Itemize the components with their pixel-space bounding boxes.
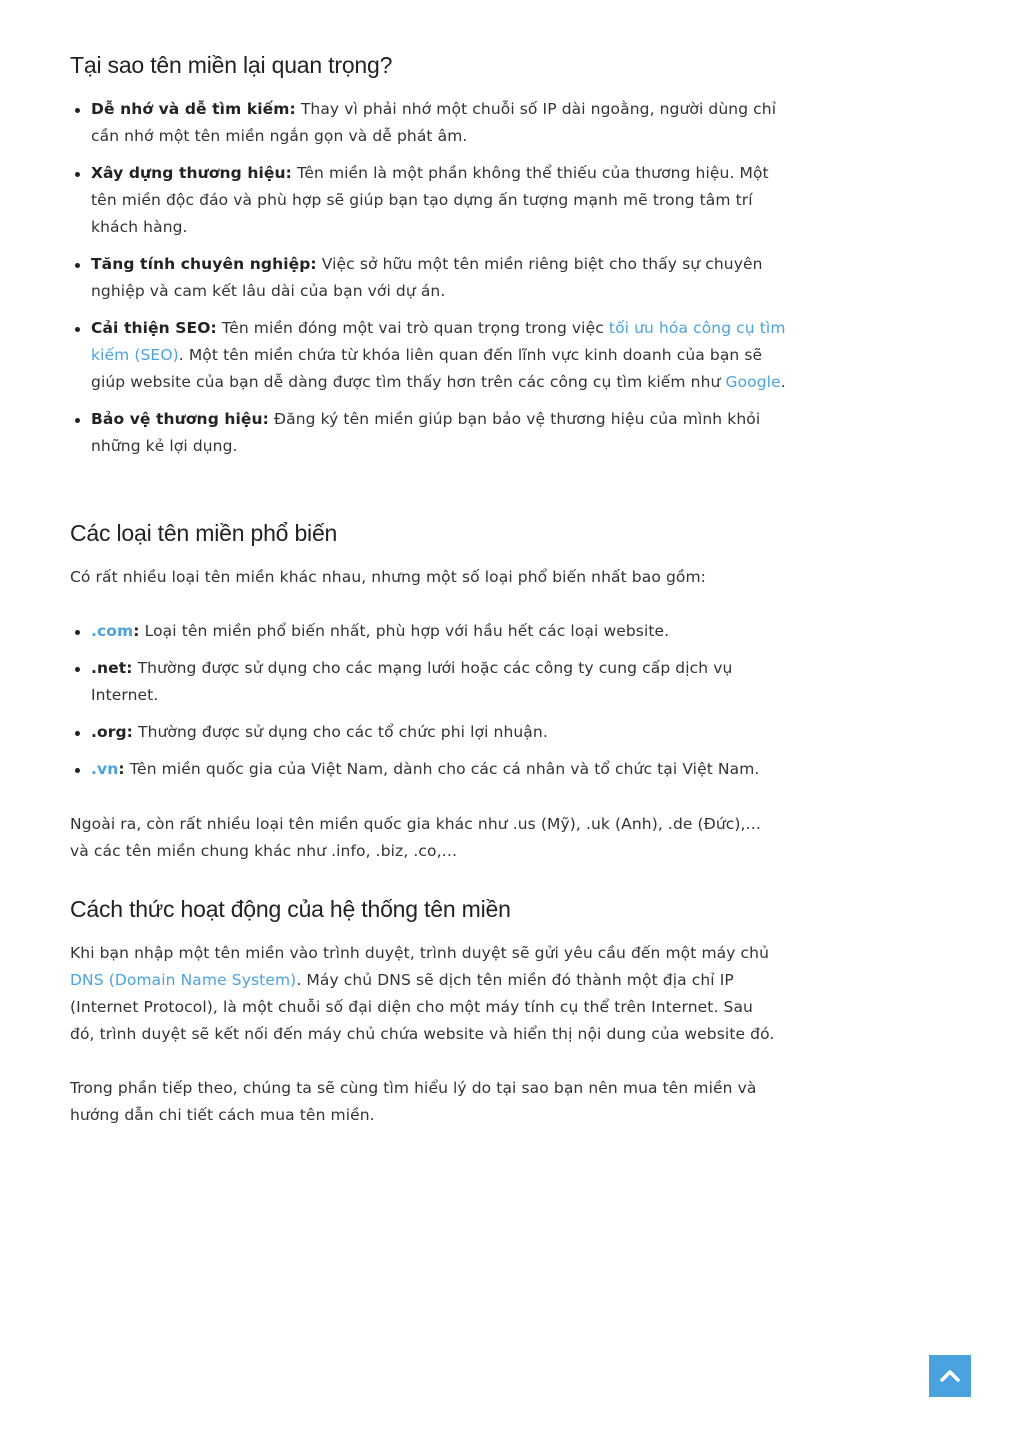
back-to-top-button[interactable]	[929, 1355, 971, 1397]
list-item	[91, 756, 796, 783]
item-text: Thường được sử dụng cho các tổ chức phi lợi nhuận.	[132, 723, 548, 741]
item-label: .org:	[91, 723, 133, 741]
list-item	[91, 719, 796, 746]
google-link[interactable]: Google	[725, 373, 781, 391]
seo-link[interactable]: tối ưu hóa công cụ tìm kiếm (SEO)	[91, 319, 786, 364]
heading-domain-types: Các loại tên miền phổ biến	[70, 520, 338, 546]
list-item	[91, 96, 796, 150]
list-item	[91, 251, 796, 305]
paragraph-next-section: Trong phần tiếp theo, chúng ta sẽ cùng tìm hiểu lý do tại sao bạn nên mua tên miền và hướng dẫn chi tiết cách mua tên miền.	[70, 1079, 757, 1124]
paragraph-types-intro: Có rất nhiều loại tên miền khác nhau, nhưng một số loại phổ biến nhất bao gồm:	[70, 568, 706, 586]
item-text: Loại tên miền phổ biến nhất, phù hợp với hầu hết các loại website.	[139, 622, 670, 640]
item-text: .	[780, 373, 786, 391]
list-item	[91, 406, 796, 460]
vn-link[interactable]: .vn	[91, 760, 119, 778]
item-label: Bảo vệ thương hiệu:	[91, 410, 269, 428]
list-item	[91, 160, 796, 241]
heading-how-dns-works: Cách thức hoạt động của hệ thống tên miền	[70, 896, 511, 922]
paragraph-other-domains: Ngoài ra, còn rất nhiều loại tên miền quốc gia khác như .us (Mỹ), .uk (Anh), .de (Đức),… và các tên miền chung khác như .info, .biz, .co,…	[70, 815, 762, 860]
dns-link[interactable]: DNS (Domain Name System)	[70, 971, 297, 989]
paragraph-how-dns-works	[70, 940, 775, 1048]
com-link[interactable]: .com	[91, 622, 134, 640]
list-domain-importance	[70, 96, 796, 470]
paragraph-text: Khi bạn nhập một tên miền vào trình duyệt, trình duyệt sẽ gửi yêu cầu đến một máy chủ	[70, 944, 770, 962]
heading-why-domain-matters: Tại sao tên miền lại quan trọng?	[70, 52, 393, 78]
item-label: Tăng tính chuyên nghiệp:	[91, 255, 317, 273]
item-text: Tên miền đóng một vai trò quan trọng trong việc	[216, 319, 609, 337]
item-text: Tên miền là một phần không thể thiếu của thương hiệu. Một tên miền độc đáo và phù hợp sẽ giúp bạn tạo dựng ấn tượng mạnh mẽ trong tâm trí khách hàng.	[91, 164, 769, 236]
item-colon: :	[133, 622, 140, 640]
item-text: Thay vì phải nhớ một chuỗi số IP dài ngoằng, người dùng chỉ cần nhớ một tên miền ngắn gọn và dễ phát âm.	[91, 100, 777, 145]
item-label: .net:	[91, 659, 133, 677]
item-label: Dễ nhớ và dễ tìm kiếm:	[91, 100, 296, 118]
item-text: Đăng ký tên miền giúp bạn bảo vệ thương hiệu của mình khỏi những kẻ lợi dụng.	[91, 410, 761, 455]
item-text: Thường được sử dụng cho các mạng lưới hoặc các công ty cung cấp dịch vụ Internet.	[91, 659, 733, 704]
item-label: Xây dựng thương hiệu:	[91, 164, 292, 182]
list-domain-types	[70, 618, 796, 793]
item-text: Tên miền quốc gia của Việt Nam, dành cho các cá nhân và tổ chức tại Việt Nam.	[124, 760, 760, 778]
item-text: . Một tên miền chứa từ khóa liên quan đến lĩnh vực kinh doanh của bạn sẽ giúp website của bạn dễ dàng được tìm thấy hơn trên các công cụ tìm kiếm như	[91, 346, 763, 391]
list-item	[91, 655, 796, 709]
item-colon: :	[118, 760, 125, 778]
item-label: Cải thiện SEO:	[91, 319, 217, 337]
item-text: Việc sở hữu một tên miền riêng biệt cho thấy sự chuyên nghiệp và cam kết lâu dài của bạn với dự án.	[91, 255, 763, 300]
list-item	[91, 618, 796, 645]
list-item	[91, 315, 796, 396]
paragraph-text: . Máy chủ DNS sẽ dịch tên miền đó thành một địa chỉ IP (Internet Protocol), là một chuỗi số đại diện cho một máy tính cụ thể trên Internet. Sau đó, trình duyệt sẽ kết nối đến máy chủ chứa website và hiển thị nội dung của website đó.	[70, 971, 775, 1043]
chevron-up-icon	[939, 1369, 961, 1383]
